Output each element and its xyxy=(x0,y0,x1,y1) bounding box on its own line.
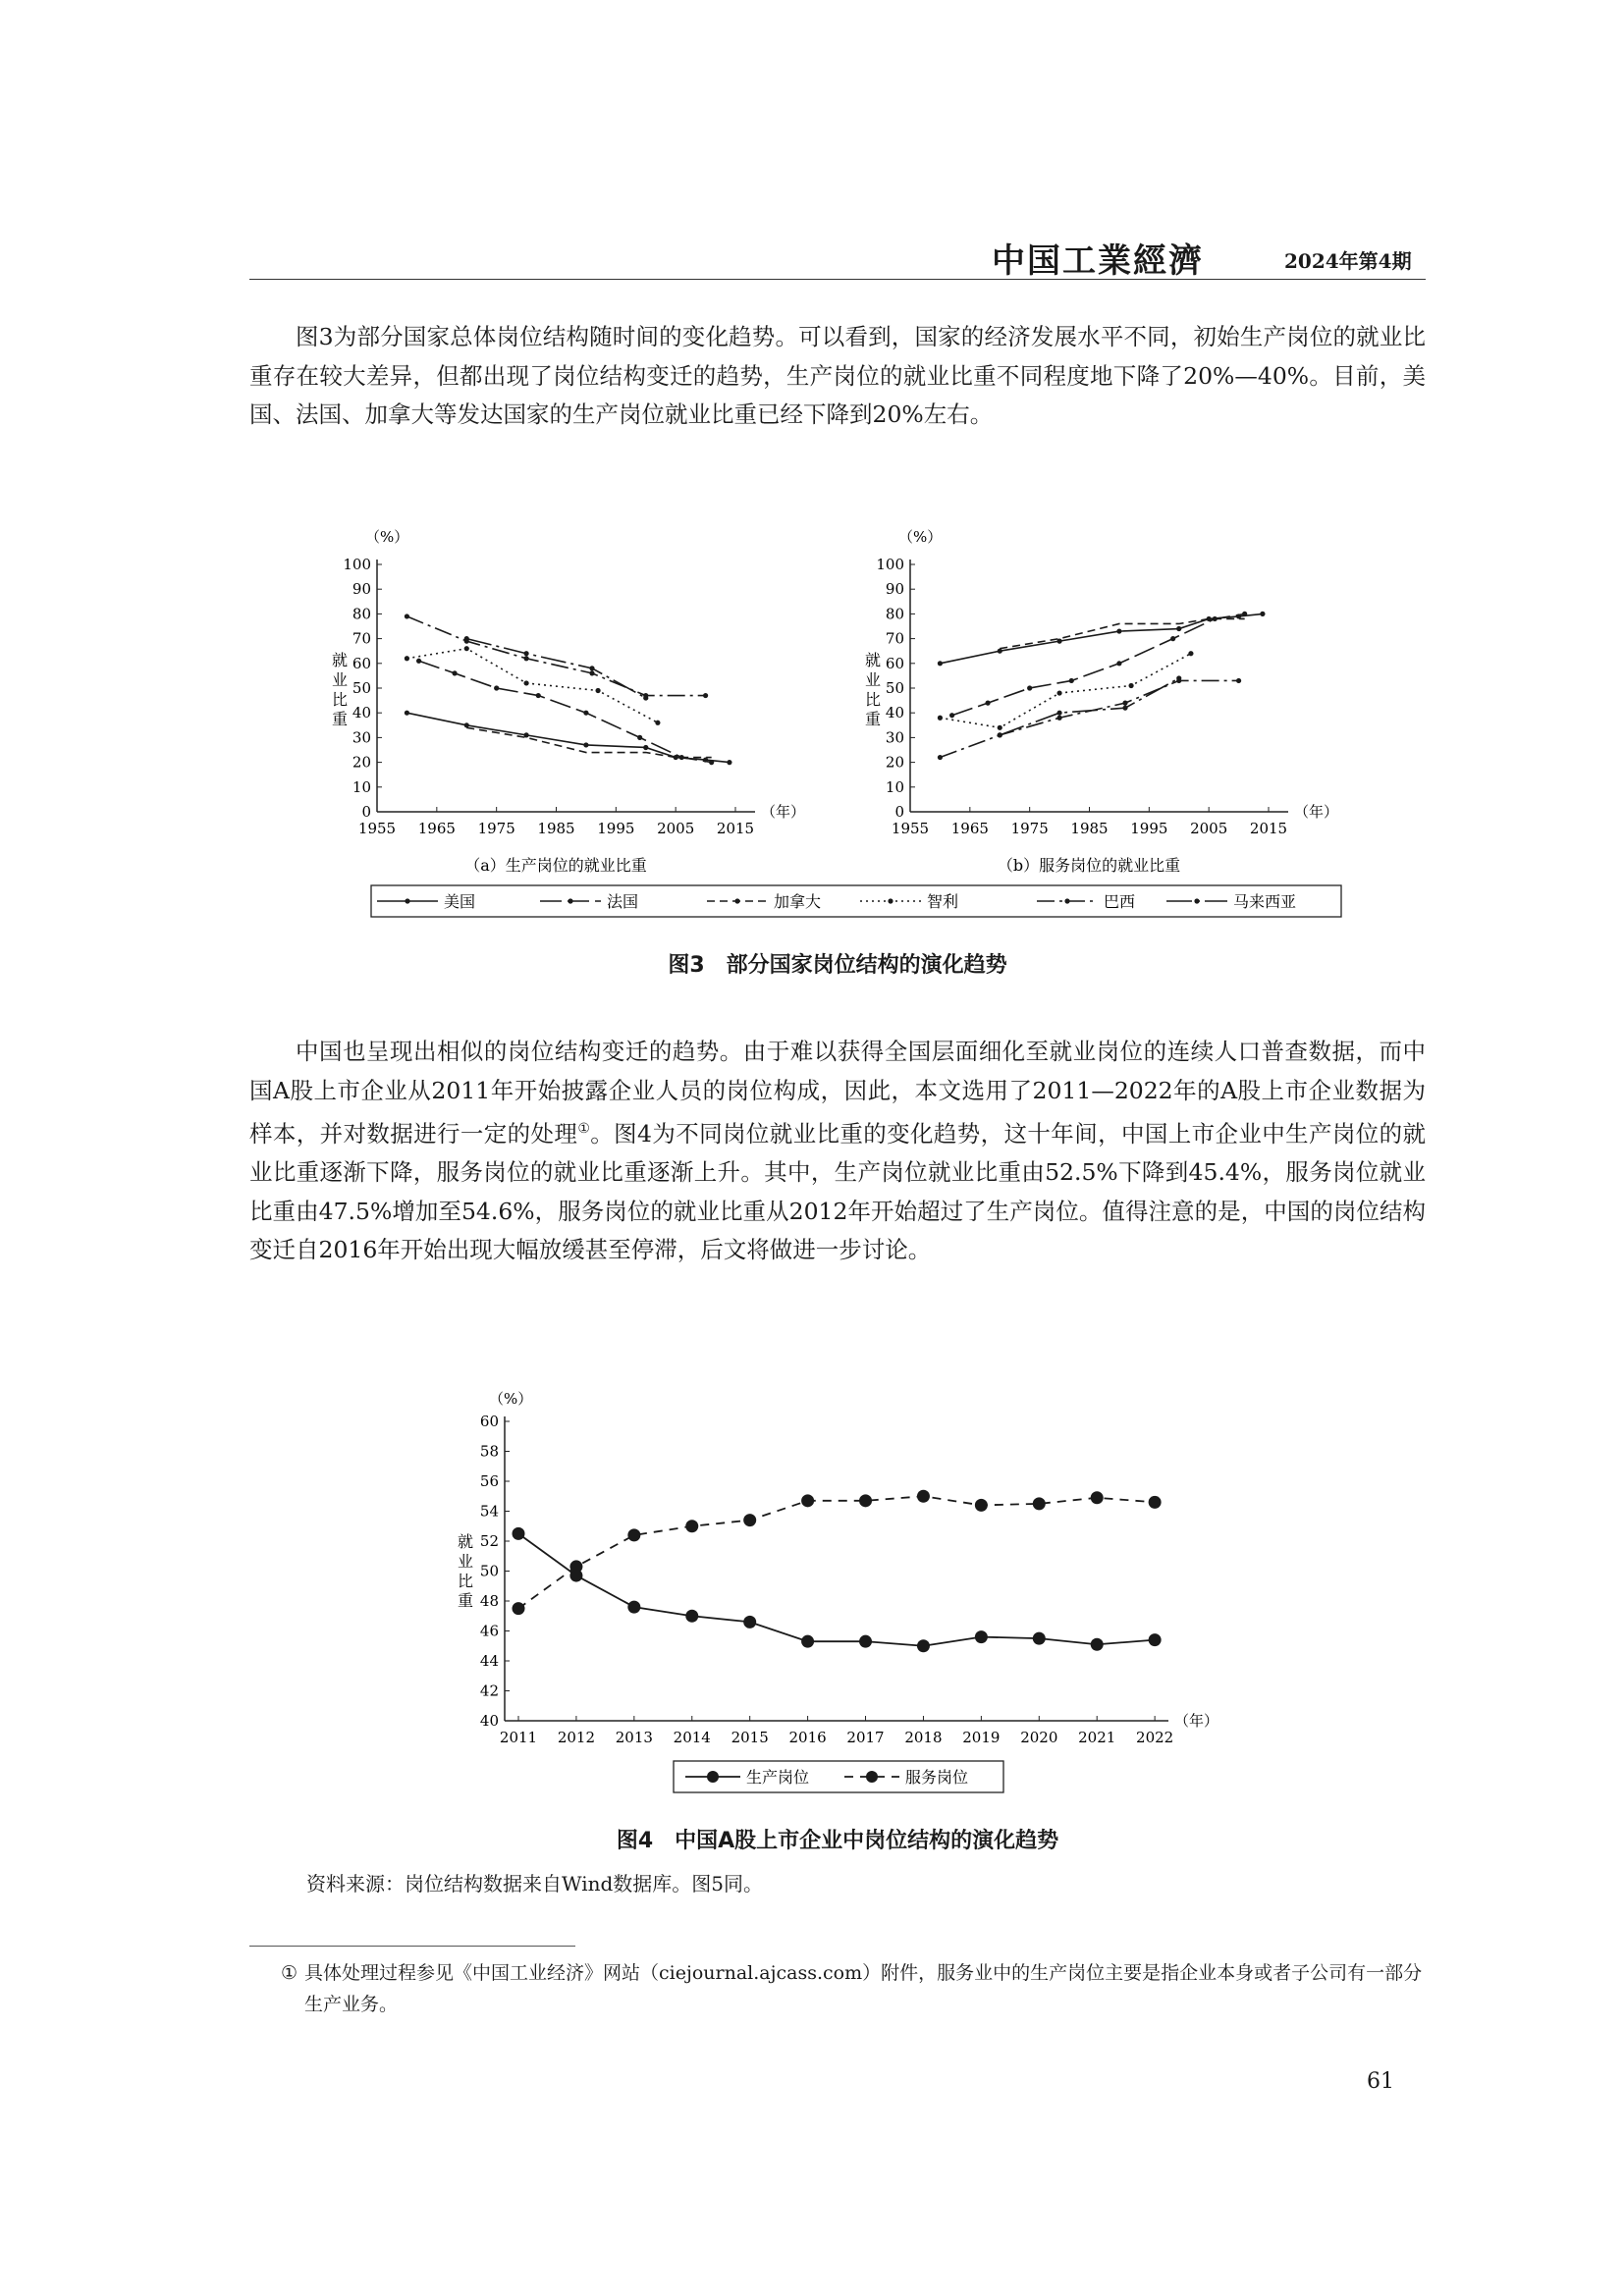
data-point xyxy=(709,760,714,765)
data-point xyxy=(523,680,528,685)
y-tick-label: 0 xyxy=(361,803,371,821)
legend-marker xyxy=(866,1771,878,1783)
y-axis-label-char: 业 xyxy=(457,1552,474,1571)
figure-4-chart xyxy=(432,1382,1237,1804)
y-tick-label: 80 xyxy=(352,605,371,623)
data-point xyxy=(1149,1633,1162,1646)
data-point xyxy=(643,745,648,750)
y-tick-label: 58 xyxy=(479,1442,499,1461)
y-tick-label: 56 xyxy=(479,1472,499,1490)
data-point xyxy=(416,659,421,664)
data-point xyxy=(1069,678,1074,683)
data-point xyxy=(743,1616,756,1629)
data-point xyxy=(1116,661,1121,666)
legend-label: 服务岗位 xyxy=(905,1768,969,1787)
y-tick-label: 10 xyxy=(352,777,371,796)
data-point xyxy=(938,716,943,721)
data-point xyxy=(917,1639,930,1652)
data-point xyxy=(685,1520,698,1532)
data-point xyxy=(1056,690,1061,695)
data-point xyxy=(1128,683,1133,688)
x-tick-label: 1995 xyxy=(1130,820,1168,837)
y-axis-label-char: 比 xyxy=(457,1572,474,1590)
y-tick-label: 46 xyxy=(479,1622,499,1640)
y-tick-label: 52 xyxy=(479,1532,499,1550)
data-point xyxy=(938,661,943,666)
x-tick-label: 2011 xyxy=(499,1729,538,1746)
data-point xyxy=(627,1528,640,1541)
legend-label: 美国 xyxy=(444,892,476,911)
x-tick-label: 2013 xyxy=(615,1729,653,1746)
paragraph-2-text xyxy=(249,1033,1426,1270)
data-point xyxy=(949,713,954,718)
x-tick-label: 1965 xyxy=(417,820,456,837)
legend-marker xyxy=(405,898,409,903)
legend-marker xyxy=(1194,898,1199,903)
x-tick-label: 2020 xyxy=(1020,1729,1058,1746)
data-point xyxy=(1091,1638,1104,1651)
paragraph-1-text: 图3为部分国家总体岗位结构随时间的变化趋势。可以看到，国家的经济发展水平不同，初始生产岗位的就业比重存在较大差异，但都出现了岗位结构变迁的趋势，生产岗位的就业比重不同程度地下降了20%—40%。目前，美国、法国、加拿大等发达国家的生产岗位就业比重已经下降到20%左右。 xyxy=(249,323,1426,428)
data-point xyxy=(643,695,648,700)
legend-marker xyxy=(568,898,572,903)
y-axis-label-char: 就 xyxy=(864,651,882,669)
y-tick-label: 60 xyxy=(885,654,904,672)
data-point xyxy=(523,656,528,661)
body-paragraph-2 xyxy=(249,1033,1426,1270)
data-point xyxy=(589,670,594,675)
y-tick-label: 80 xyxy=(885,605,904,623)
x-tick-label: 2015 xyxy=(731,1729,769,1746)
series-line-巴西 xyxy=(406,616,705,696)
y-tick-label: 100 xyxy=(343,556,371,573)
data-point xyxy=(985,701,990,706)
data-point xyxy=(452,670,457,675)
y-tick-label: 50 xyxy=(885,679,904,697)
y-tick-label: 90 xyxy=(352,580,371,599)
data-point xyxy=(1056,711,1061,716)
data-point xyxy=(1260,612,1265,616)
footnote-mark: ① xyxy=(281,1962,298,1984)
data-point xyxy=(975,1630,988,1643)
x-tick-label: 2017 xyxy=(846,1729,885,1746)
y-tick-label: 10 xyxy=(885,777,904,796)
y-tick-label: 54 xyxy=(479,1502,499,1521)
chart-b xyxy=(865,528,1338,875)
data-point xyxy=(1033,1632,1046,1645)
y-axis-label-char: 重 xyxy=(331,710,349,728)
series-line-生产岗位 xyxy=(518,1533,1155,1645)
x-tick-label: 1955 xyxy=(891,820,930,837)
data-point xyxy=(655,721,660,725)
x-tick-label: 1955 xyxy=(357,820,397,837)
source-note: 资料来源：岗位结构数据来自Wind数据库。图5同。 xyxy=(306,1872,764,1896)
data-point xyxy=(513,1527,525,1540)
y-tick-label: 48 xyxy=(479,1592,499,1610)
data-point xyxy=(1116,628,1121,633)
y-axis-label-char: 就 xyxy=(457,1532,474,1551)
x-tick-label: 2015 xyxy=(1249,820,1288,837)
y-tick-label: 60 xyxy=(352,654,371,672)
data-point xyxy=(595,688,600,693)
x-tick-label: 1985 xyxy=(1070,820,1109,837)
figure-4-caption: 图4 中国A股上市企业中岗位结构的演化趋势 xyxy=(616,1829,1059,1853)
page-number: 61 xyxy=(1367,2069,1394,2094)
series-line-巴西 xyxy=(940,680,1238,757)
y-axis-label-char: 就 xyxy=(331,651,349,669)
data-point xyxy=(1033,1497,1046,1510)
body-paragraph-1 xyxy=(249,318,1426,435)
y-tick-label: 90 xyxy=(885,580,904,599)
paragraph-2-part1: 中国也呈现出相似的岗位结构变迁的趋势。由于难以获得全国层面细化至就业岗位的连续人口普查数据，而中国A股上市企业从2011年开始披露企业人员的岗位构成，因此，本文选用了2011—2022年的A股上市企业数据为样本，并对数据进行一定的处理 xyxy=(249,1038,1426,1148)
y-tick-label: 30 xyxy=(352,728,371,747)
x-tick-label: 2019 xyxy=(962,1729,1001,1746)
y-tick-label: 40 xyxy=(885,704,904,722)
data-point xyxy=(464,722,469,727)
data-point xyxy=(405,711,409,716)
data-point xyxy=(1056,716,1061,721)
y-tick-label: 50 xyxy=(352,679,371,697)
data-point xyxy=(1027,685,1032,690)
data-point xyxy=(405,656,409,661)
figure-3-caption: 图3 部分国家岗位结构的演化趋势 xyxy=(668,953,1007,978)
series-line-加拿大 xyxy=(1000,618,1244,648)
legend-label: 马来西亚 xyxy=(1233,892,1297,911)
data-point xyxy=(998,732,1002,737)
y-tick-label: 42 xyxy=(479,1682,499,1700)
subcaption: （a）生产岗位的就业比重 xyxy=(464,856,647,875)
y-axis-label-char: 业 xyxy=(864,670,882,689)
legend-label: 智利 xyxy=(927,892,959,911)
data-point xyxy=(494,685,499,690)
data-point xyxy=(1122,706,1127,711)
y-tick-label: 70 xyxy=(352,629,371,648)
x-tick-label: 2015 xyxy=(716,820,755,837)
data-point xyxy=(1149,1496,1162,1509)
data-point xyxy=(405,614,409,618)
x-tick-label: 1985 xyxy=(537,820,575,837)
data-point xyxy=(917,1490,930,1503)
y-axis-label-char: 业 xyxy=(331,670,349,689)
series-line-法国 xyxy=(952,614,1245,715)
data-point xyxy=(513,1602,525,1615)
data-point xyxy=(1176,626,1181,631)
legend-label: 法国 xyxy=(607,892,639,911)
data-point xyxy=(685,1610,698,1623)
data-point xyxy=(859,1494,872,1507)
data-point xyxy=(998,649,1002,654)
y-axis-label-char: 比 xyxy=(864,690,882,709)
legend-marker xyxy=(1064,898,1069,903)
data-point xyxy=(975,1499,988,1512)
data-point xyxy=(1242,612,1247,616)
data-point xyxy=(1176,675,1181,680)
data-point xyxy=(1236,678,1241,683)
x-unit: （年） xyxy=(1174,1712,1219,1730)
y-axis-label-char: 重 xyxy=(457,1591,474,1610)
x-tick-label: 2005 xyxy=(1190,820,1228,837)
data-point xyxy=(801,1635,814,1648)
x-unit: （年） xyxy=(1294,803,1339,821)
y-axis-label-char: 比 xyxy=(331,690,349,709)
data-point xyxy=(569,1560,582,1573)
data-point xyxy=(523,651,528,656)
y-tick-label: 40 xyxy=(352,704,371,722)
x-tick-label: 2018 xyxy=(904,1729,943,1746)
x-tick-label: 2014 xyxy=(673,1729,711,1746)
header-rule xyxy=(249,279,1426,280)
data-point xyxy=(583,742,588,747)
x-tick-label: 1975 xyxy=(1010,820,1049,837)
data-point xyxy=(589,666,594,670)
x-tick-label: 2021 xyxy=(1078,1729,1116,1746)
y-tick-label: 0 xyxy=(894,803,904,821)
data-point xyxy=(998,725,1002,730)
chart-a xyxy=(332,528,805,875)
legend-marker xyxy=(734,898,739,903)
y-axis-label-char: 重 xyxy=(864,710,882,728)
footnote xyxy=(281,1957,1426,2020)
journal-logo: 中国工業經濟 xyxy=(992,241,1204,281)
data-point xyxy=(583,711,588,716)
series-line-法国 xyxy=(419,661,712,762)
data-point xyxy=(743,1514,756,1526)
x-tick-label: 1965 xyxy=(950,820,989,837)
legend-marker xyxy=(707,1771,719,1783)
y-tick-label: 30 xyxy=(885,728,904,747)
legend-marker xyxy=(888,898,893,903)
data-point xyxy=(1170,636,1175,641)
y-tick-label: 70 xyxy=(885,629,904,648)
y-tick-label: 44 xyxy=(479,1652,499,1670)
data-point xyxy=(536,693,541,698)
x-tick-label: 2012 xyxy=(557,1729,596,1746)
x-tick-label: 2016 xyxy=(788,1729,827,1746)
data-point xyxy=(1188,651,1193,656)
figure-3-legend xyxy=(371,885,1341,917)
legend-label: 加拿大 xyxy=(774,892,822,911)
x-unit: （年） xyxy=(761,803,806,821)
y-tick-label: 40 xyxy=(479,1712,499,1730)
data-point xyxy=(938,755,943,760)
y-tick-label: 20 xyxy=(885,753,904,772)
data-point xyxy=(727,760,731,765)
series-line-服务岗位 xyxy=(518,1496,1155,1608)
legend-label: 生产岗位 xyxy=(746,1768,810,1787)
data-point xyxy=(801,1494,814,1507)
footnote-ref: ① xyxy=(577,1121,591,1137)
y-tick-label: 60 xyxy=(479,1413,499,1430)
y-tick-label: 100 xyxy=(876,556,904,573)
data-point xyxy=(627,1601,640,1614)
series-line-加拿大 xyxy=(466,727,711,757)
data-point xyxy=(703,693,708,698)
y-unit: （%） xyxy=(365,528,409,546)
x-tick-label: 1995 xyxy=(597,820,635,837)
data-point xyxy=(859,1635,872,1648)
y-unit: （%） xyxy=(489,1390,533,1408)
x-tick-label: 2005 xyxy=(657,820,695,837)
series-line-马来西亚 xyxy=(466,639,646,698)
y-tick-label: 50 xyxy=(479,1562,499,1580)
footnote-rule xyxy=(249,1946,575,1947)
subcaption: （b）服务岗位的就业比重 xyxy=(997,856,1181,875)
data-point xyxy=(464,636,469,641)
data-point xyxy=(464,646,469,651)
paragraph-2-part2: 。图4为不同岗位就业比重的变化趋势，这十年间，中国上市企业中生产岗位的就业比重逐渐下降，服务岗位的就业比重逐渐上升。其中，生产岗位就业比重由52.5%下降到45.4%，服务岗位就业比重由47.5%增加至54.6%，服务岗位的就业比重从2012年开始超过了生产岗位。值得注意的是，中国的岗位结构变迁自2016年开始出现大幅放缓甚至停滞，后文将做进一步讨论。 xyxy=(249,1119,1427,1264)
y-tick-label: 20 xyxy=(352,753,371,772)
x-tick-label: 1975 xyxy=(477,820,515,837)
legend-label: 巴西 xyxy=(1104,892,1136,911)
figure-3-charts xyxy=(295,520,1375,933)
figure-4-legend xyxy=(674,1761,1003,1792)
issue-label: 2024年第4期 xyxy=(1284,249,1412,273)
data-point xyxy=(1122,701,1127,706)
data-point xyxy=(637,735,642,740)
x-tick-label: 2022 xyxy=(1136,1729,1174,1746)
footnote-text: 具体处理过程参见《中国工业经济》网站（ciejournal.ajcass.com）附件，服务业中的生产岗位主要是指企业本身或者子公司有一部分生产业务。 xyxy=(304,1962,1423,2015)
y-unit: （%） xyxy=(898,528,943,546)
data-point xyxy=(1091,1491,1104,1504)
